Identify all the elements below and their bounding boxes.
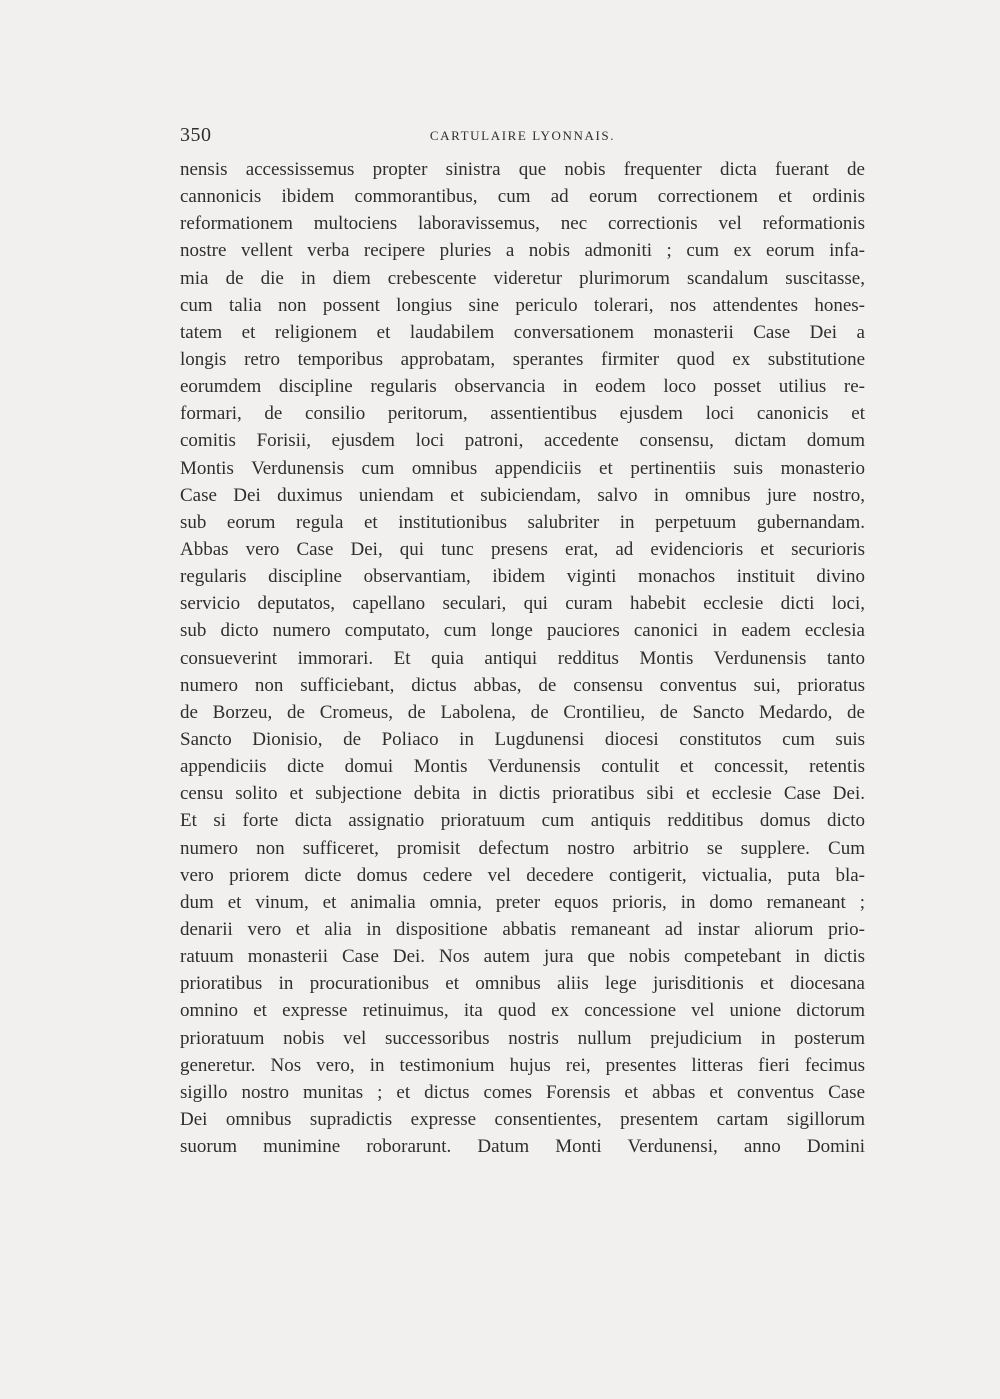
text-line: dum et vinum, et animalia omnia, preter equos prioris, in domo remaneant ; <box>180 891 865 913</box>
text-line: prioratibus in procurationibus et omnibus aliis lege jurisditionis et diocesana <box>180 973 865 995</box>
text-line: Et si forte dicta assignatio prioratuum cum antiquis redditibus domus dicto <box>180 810 865 832</box>
text-line: sub eorum regula et institutionibus salubriter in perpetuum gubernandam. <box>180 511 865 533</box>
text-line: sigillo nostro munitas ; et dictus comes Forensis et abbas et conventus Case <box>180 1081 865 1103</box>
text-line: appendiciis dicte domui Montis Verdunensis contulit et concessit, retentis <box>180 756 865 778</box>
text-line: cannonicis ibidem commorantibus, cum ad eorum correctionem et ordinis <box>180 186 865 208</box>
text-line: vero priorem dicte domus cedere vel decedere contigerit, victualia, puta bla- <box>180 864 865 886</box>
running-head: CARTULAIRE LYONNAIS. <box>429 128 616 143</box>
text-line: nostre vellent verba recipere pluries a nobis admoniti ; cum ex eorum infa- <box>180 240 865 262</box>
text-line: censu solito et subjectione debita in dictis prioratibus sibi et ecclesie Case Dei. <box>180 783 865 805</box>
text-line: Case Dei duximus uniendam et subiciendam, salvo in omnibus jure nostro, <box>180 484 865 506</box>
text-line: reformationem multociens laboravissemus, nec correctionis vel reformationis <box>180 213 865 235</box>
text-line: regularis discipline observantiam, ibidem viginti monachos instituit divino <box>180 566 865 588</box>
text-line: cum talia non possent longius sine periculo tolerari, nos attendentes hones- <box>180 294 865 316</box>
page-number: 350 <box>180 124 212 146</box>
text-line: sub dicto numero computato, cum longe pauciores canonici in eadem ecclesia <box>180 620 865 642</box>
text-line: eorumdem discipline regularis observancia in eodem loco posset utilius re- <box>180 376 865 398</box>
text-line: comitis Forisii, ejusdem loci patroni, accedente consensu, dictam domum <box>180 430 865 452</box>
text-line: Montis Verdunensis cum omnibus appendiciis et pertinentiis suis monasterio <box>180 457 865 479</box>
text-line: prioratuum nobis vel successoribus nostris nullum prejudicium in posterum <box>180 1027 865 1049</box>
text-line: mia de die in diem crebescente videretur plurimorum scandalum suscitasse, <box>180 267 865 289</box>
text-line: Sancto Dionisio, de Poliaco in Lugdunensi diocesi constitutos cum suis <box>180 728 865 750</box>
page-header <box>180 124 865 148</box>
text-line: denarii vero et alia in dispositione abbatis remaneant ad instar aliorum prio- <box>180 918 865 940</box>
text-line: tatem et religionem et laudabilem conversationem monasterii Case Dei a <box>180 321 865 343</box>
text-line: formari, de consilio peritorum, assentientibus ejusdem loci canonicis et <box>180 403 865 425</box>
text-line: omnino et expresse retinuimus, ita quod ex concessione vel unione dictorum <box>180 1000 865 1022</box>
text-line: longis retro temporibus approbatam, sperantes firmiter quod ex substitutione <box>180 348 865 370</box>
text-line: numero non sufficeret, promisit defectum nostro arbitrio se supplere. Cum <box>180 837 865 859</box>
body-text <box>180 156 865 1160</box>
text-line: nensis accessissemus propter sinistra que nobis frequenter dicta fuerant de <box>180 159 865 180</box>
text-line: Abbas vero Case Dei, qui tunc presens erat, ad evidencioris et securioris <box>180 538 865 560</box>
text-line: de Borzeu, de Cromeus, de Labolena, de Crontilieu, de Sancto Medardo, de <box>180 701 865 723</box>
text-line: ratuum monasterii Case Dei. Nos autem jura que nobis competebant in dictis <box>180 946 865 968</box>
text-line: consueverint immorari. Et quia antiqui redditus Montis Verdunensis tanto <box>180 647 865 669</box>
text-line: servicio deputatos, capellano seculari, qui curam habebit ecclesie dicti loci, <box>180 593 865 615</box>
text-line: suorum munimine roborarunt. Datum Monti Verdunensi, anno Domini <box>180 1136 865 1158</box>
text-line: Dei omnibus supradictis expresse consentientes, presentem cartam sigillorum <box>180 1108 865 1130</box>
text-line: numero non sufficiebant, dictus abbas, de consensu conventus sui, prioratus <box>180 674 865 696</box>
text-line: generetur. Nos vero, in testimonium hujus rei, presentes litteras fieri fecimus <box>180 1054 865 1076</box>
